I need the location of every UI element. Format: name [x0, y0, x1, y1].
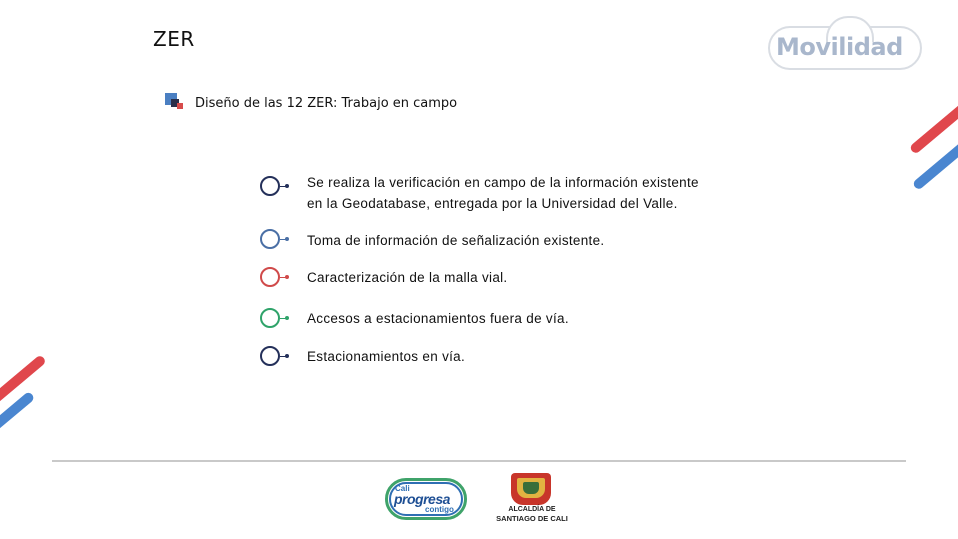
cali-word: Cali: [395, 484, 410, 493]
movilidad-logo: [766, 22, 926, 72]
alcaldia-text-line2: SANTIAGO DE CALI: [496, 514, 568, 523]
slide-title: ZER: [153, 27, 195, 51]
connector-dot: [285, 354, 289, 358]
item-text: Accesos a estacionamientos fuera de vía.: [307, 311, 569, 326]
connector-dot: [285, 237, 289, 241]
connector-dot: [285, 184, 289, 188]
circle-bullet-icon: [260, 267, 280, 287]
item-text-line: Se realiza la verificación en campo de la información existente: [307, 175, 699, 190]
alcaldia-text-line1: ALCALDÍA DE: [508, 506, 556, 513]
alcaldia-logo: [486, 472, 578, 524]
circle-bullet-icon: [260, 229, 280, 249]
section-heading: Diseño de las 12 ZER: Trabajo en campo: [195, 96, 458, 111]
circle-bullet-icon: [260, 176, 280, 196]
item-text: Caracterización de la malla vial.: [307, 270, 508, 285]
movilidad-wordmark: Movilidad: [776, 33, 903, 61]
item-text: Estacionamientos en vía.: [307, 349, 466, 364]
item-text: Toma de información de señalización existente.: [307, 233, 605, 248]
progresa-word: progresa: [394, 491, 450, 507]
contigo-word: contigo: [425, 505, 454, 514]
coat-of-arms-core: [523, 482, 539, 494]
footer-divider: [52, 460, 906, 462]
item-text: [307, 172, 699, 214]
decor-stripe-blue-left: [0, 391, 35, 434]
circle-bullet-icon: [260, 346, 280, 366]
connector-dot: [285, 275, 289, 279]
item-text-line: en la Geodatabase, entregada por la Universidad del Valle.: [307, 196, 678, 211]
cali-progresa-logo: [385, 472, 469, 522]
decor-stripe-red-right: [909, 102, 958, 155]
circle-bullet-icon: [260, 308, 280, 328]
connector-dot: [285, 316, 289, 320]
